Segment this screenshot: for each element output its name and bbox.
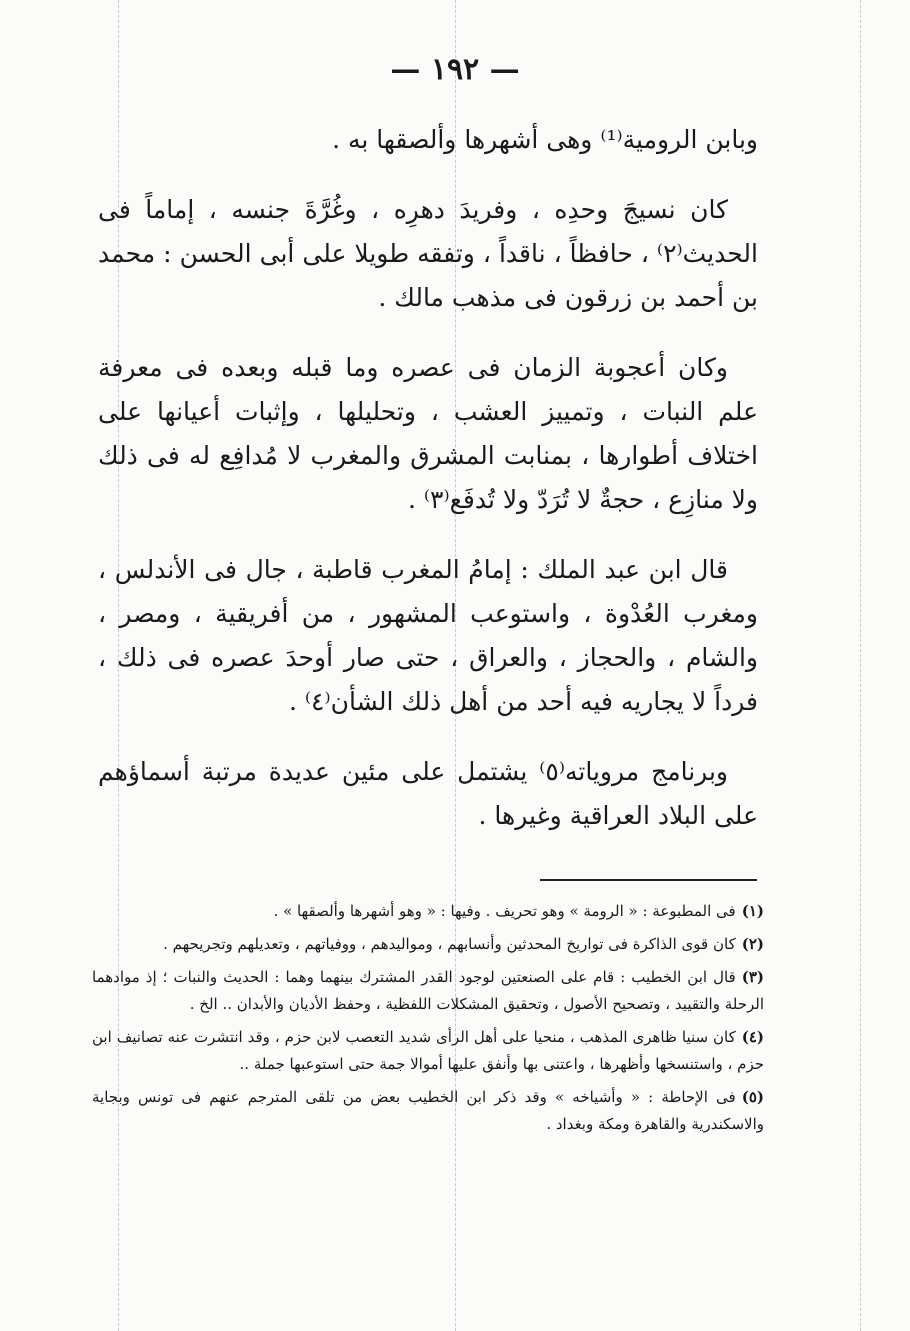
body-paragraph: وبرنامج مروياته⁽٥⁾ يشتمل على مئين عديدة مرتبة أسماؤهم على البلاد العراقية وغيرها . — [98, 757, 758, 830]
footnote — [92, 964, 764, 1018]
body-paragraph: وكان أعجوبة الزمان فى عصره وما قبله وبعده فى معرفة علم النبات ، وتمييز العشب ، وتحليلها ، وإثبات أعيانها على اختلاف أطوارها ، بمنابت المشرق والمغرب لا مُدافِع له فى ذلك ولا منازِع ، حجةٌ لا تُرَدّ ولا تُدفَع⁽٣⁾ . — [98, 353, 758, 514]
footnote-text: فى الإحاطة : « وأشياخه » وقد ذكر ابن الخطيب بعض من تلقى المترجم عنهم فى تونس وبجاية والاسكندرية والقاهرة ومكة وبغداد . — [92, 1088, 764, 1133]
footnote-number: (٣) — [741, 968, 764, 986]
footnote-number: (٢) — [741, 935, 764, 953]
footnote-number: (٤) — [741, 1028, 764, 1046]
footnote — [92, 898, 764, 925]
footnote-text: قال ابن الخطيب : قام على الصنعتين لوجود القدر المشترك بينهما وهما : الحديث والنبات ؛ إذ موادهما الرحلة والتقييد ، وتصحيح الأصول ، وتحقيق المشكلات اللفظية ، وحفظ الأديان والأبدان .. الخ . — [92, 968, 764, 1013]
page-number: — ١٩٢ — — [390, 52, 520, 87]
footnote-text: كان قوى الذاكرة فى تواريخ المحدثين وأنسابهم ، ومواليدهم ، ووفياتهم ، وتعديلهم وتجريحهم . — [163, 935, 736, 953]
footnotes — [92, 898, 764, 1144]
footnote-text: فى المطبوعة : « الرومة » وهو تحريف . وفيها : « وهو أشهرها وألصقها » . — [273, 902, 736, 920]
footnote — [92, 931, 764, 958]
body-text — [98, 118, 758, 864]
scan-guide-line — [860, 0, 861, 1331]
body-paragraph: وبابن الرومية⁽¹⁾ وهى أشهرها وألصقها به . — [332, 125, 758, 154]
footnote — [92, 1024, 764, 1078]
footnote-number: (٥) — [741, 1088, 764, 1106]
body-paragraph: قال ابن عبد الملك : إمامُ المغرب قاطبة ، جال فى الأندلس ، ومغرب العُدْوة ، واستوعب المشهور ، من أفريقية ، ومصر ، والشام ، والحجاز ، والعراق ، حتى صار أوحدَ عصره فى ذلك ، فرداً لا يجاريه فيه أحد من أهل ذلك الشأن⁽٤⁾ . — [98, 555, 758, 716]
body-paragraph: كان نسيجَ وحدِه ، وفريدَ دهرِه ، وغُرَّةَ جنسه ، إماماً فى الحديث⁽٢⁾ ، حافظاً ، ناقداً ، وتفقه طويلا على أبى الحسن : محمد بن أحمد بن زرقون فى مذهب مالك . — [98, 195, 758, 312]
footnote-number: (١) — [741, 902, 764, 920]
footnote-divider — [540, 879, 757, 881]
footnote — [92, 1084, 764, 1138]
footnote-text: كان سنيا ظاهرى المذهب ، منحيا على أهل الرأى شديد التعصب لابن حزم ، وقد انتشرت عنه تصانيف ابن حزم ، واستنسخها وأظهرها ، واعتنى بها وأنفق عليها أموالا جمة حتى استوعبها جملة .. — [92, 1028, 764, 1073]
